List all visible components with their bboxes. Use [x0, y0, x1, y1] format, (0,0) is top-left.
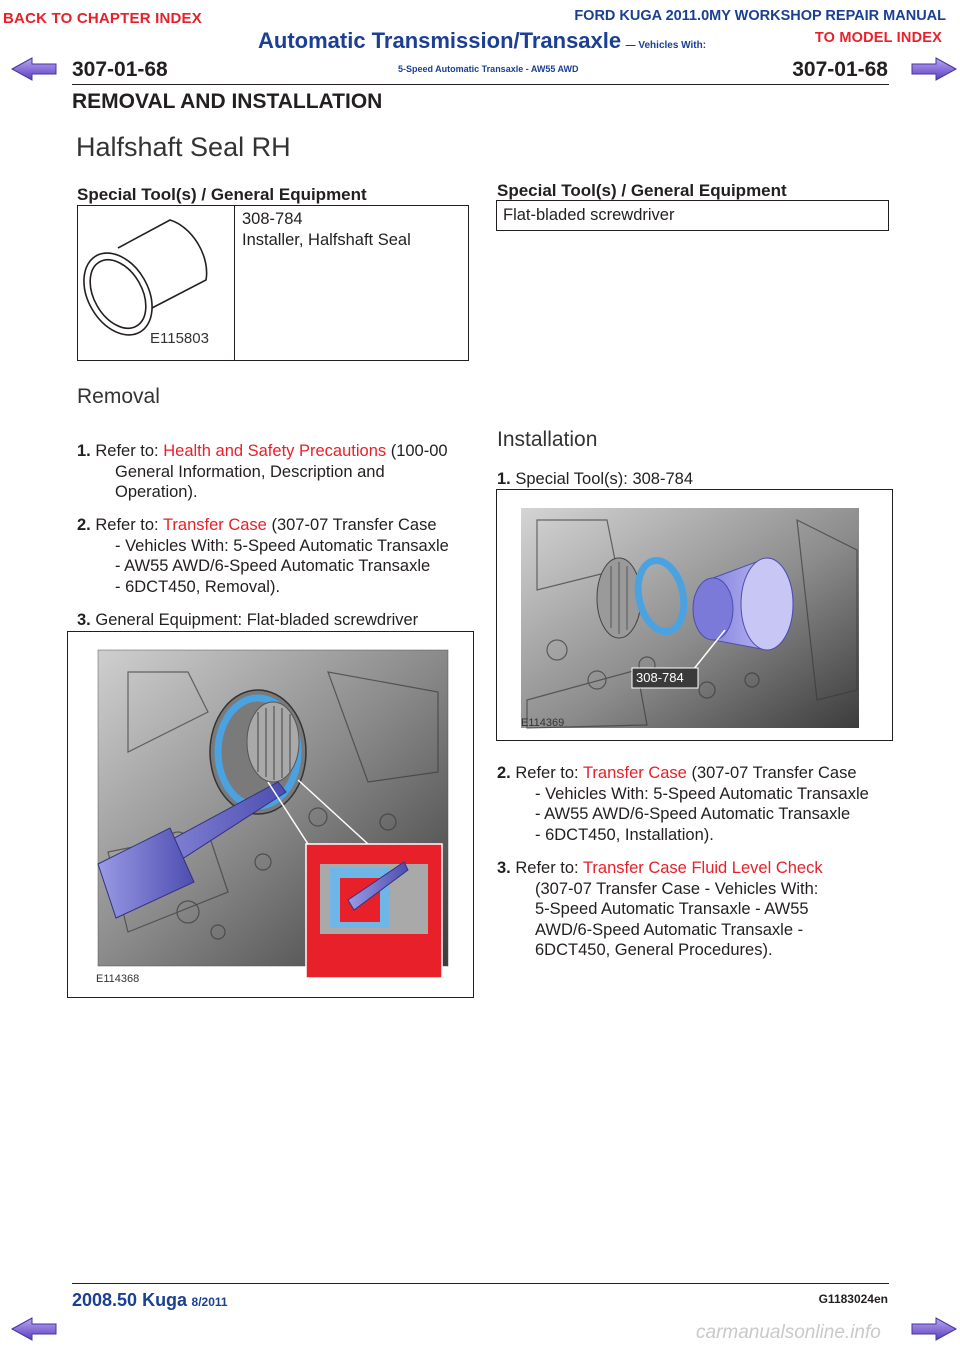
previous-page-arrow-icon[interactable] — [10, 56, 58, 82]
installer-callout: 308-784 — [636, 670, 684, 685]
removal-step-3 — [77, 610, 469, 631]
step-text: AWD/6-Speed Automatic Transaxle - — [535, 920, 804, 939]
installation-step-3 — [497, 858, 889, 961]
health-safety-link[interactable]: Health and Safety Precautions — [163, 442, 387, 460]
next-page-arrow-icon[interactable] — [910, 56, 958, 82]
section-header — [258, 28, 706, 54]
watermark: carmanualsonline.info — [696, 1322, 881, 1343]
page-title: Halfshaft Seal RH — [76, 132, 291, 162]
special-tool-table — [77, 205, 469, 361]
step-text: (307-07 Transfer Case - Vehicles With: — [535, 879, 819, 898]
step-text: General Equipment: Flat-bladed screwdriver — [95, 611, 419, 629]
removal-step-1 — [77, 441, 469, 503]
step-number: 3. — [77, 611, 91, 629]
step-number: 2. — [497, 764, 511, 782]
step-text: - AW55 AWD/6-Speed Automatic Transaxle — [535, 805, 851, 823]
footer-rule — [72, 1283, 889, 1284]
step-number: 3. — [497, 859, 511, 877]
manual-title: FORD KUGA 2011.0MY WORKSHOP REPAIR MANUAL — [574, 8, 946, 24]
tool-image-cell — [78, 206, 235, 360]
step-text: (307-07 Transfer Case — [266, 516, 437, 534]
previous-page-arrow-icon-bottom[interactable] — [10, 1316, 58, 1342]
step-text: - AW55 AWD/6-Speed Automatic Transaxle — [115, 557, 431, 575]
step-text: (307-07 Transfer Case — [686, 764, 857, 782]
step-text: 5-Speed Automatic Transaxle - AW55 — [535, 900, 809, 918]
step-text: - Vehicles With: 5-Speed Automatic Transaxle — [535, 784, 869, 803]
header-rule — [72, 84, 889, 85]
installation-step-2 — [497, 763, 889, 845]
step-text: Special Tool(s): 308-784 — [515, 470, 693, 488]
section-suffix: — Vehicles With: — [625, 40, 707, 51]
next-page-arrow-icon-bottom[interactable] — [910, 1316, 958, 1342]
installation-figure — [496, 489, 893, 741]
removal-step-2 — [77, 515, 469, 597]
installation-figure-id: E114369 — [521, 717, 565, 729]
step-text: Operation). — [115, 483, 198, 501]
tools-heading-right: Special Tool(s) / General Equipment — [497, 181, 787, 200]
step-text: - 6DCT450, Installation). — [535, 825, 714, 844]
page-number-right: 307-01-68 — [792, 58, 888, 81]
removal-figure-id: E114368 — [96, 973, 140, 985]
footer-doc-code: G1183024en — [818, 1292, 888, 1306]
step-text: Refer to: — [95, 516, 163, 534]
tool-name: Installer, Halfshaft Seal — [242, 231, 411, 249]
step-number: 1. — [497, 470, 511, 488]
seal-removal-illustration — [68, 632, 473, 997]
page-number-left: 307-01-68 — [72, 58, 168, 81]
general-equipment-table — [496, 200, 889, 231]
section-title: Automatic Transmission/Transaxle — [258, 28, 622, 53]
section-kind: REMOVAL AND INSTALLATION — [72, 90, 383, 113]
step-text: 6DCT450, General Procedures). — [535, 941, 773, 959]
installation-heading: Installation — [497, 428, 598, 451]
section-subtitle: 5-Speed Automatic Transaxle - AW55 AWD — [398, 64, 579, 74]
footer-model-name: 2008.50 Kuga — [72, 1290, 188, 1310]
step-text: Refer to: — [515, 859, 583, 877]
footer-date: 8/2011 — [191, 1295, 228, 1309]
step-text: Refer to: — [515, 764, 583, 782]
transfer-case-installation-link[interactable]: Transfer Case — [582, 764, 687, 782]
transfer-case-removal-link[interactable]: Transfer Case — [162, 516, 267, 534]
tool-image-id: E115803 — [150, 330, 209, 347]
step-number: 2. — [77, 516, 91, 534]
tools-heading-left: Special Tool(s) / General Equipment — [77, 185, 367, 204]
step-text: (100-00 — [386, 442, 448, 460]
step-number: 1. — [77, 442, 91, 460]
to-model-index-link[interactable]: TO MODEL INDEX — [814, 30, 942, 46]
fluid-level-check-link[interactable]: Transfer Case Fluid Level Check — [582, 859, 823, 877]
tool-number: 308-784 — [242, 210, 303, 228]
removal-heading: Removal — [77, 385, 160, 408]
equipment-item: Flat-bladed screwdriver — [503, 206, 675, 224]
back-to-chapter-index-link[interactable]: BACK TO CHAPTER INDEX — [3, 10, 202, 27]
removal-figure — [67, 631, 474, 998]
installation-step-1 — [497, 469, 889, 490]
step-text: Refer to: — [95, 442, 164, 460]
seal-installation-illustration — [497, 490, 892, 740]
step-text: General Information, Description and — [115, 462, 385, 481]
step-text: - Vehicles With: 5-Speed Automatic Transaxle — [115, 536, 449, 555]
footer-model — [72, 1290, 228, 1311]
step-text: - 6DCT450, Removal). — [115, 577, 281, 596]
